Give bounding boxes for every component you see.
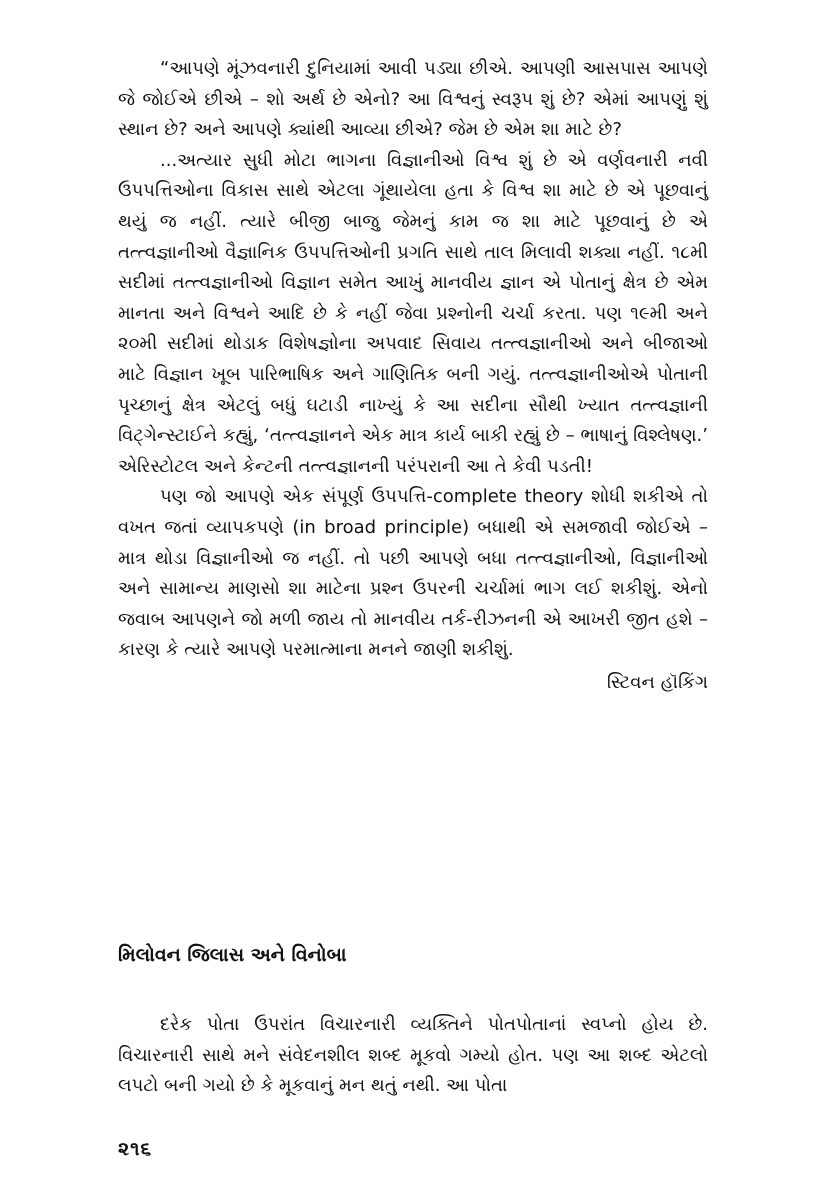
quote-paragraph-3: પણ જો આપણે એક સંપૂર્ણ ઉપપત્તિ-complete theory શોધી શકીએ તો વખત જતાં વ્યાપકપણે (in broad principle) બધાથી એ સમજાવી જોઈએ – માત્ર થોડા વિજ્ઞાનીઓ જ નહીં. તો પછી આપણે બધા તત્ત્વજ્ઞાનીઓ, વિજ્ઞાનીઓ અને સામાન્ય માણસો શા માટેના પ્રશ્ન ઉપરની ચર્ચામાં ભાગ લઈ શકીશું. એનો જવાબ આપણને જો મળી જાય તો માનવીય તર્ક-રીઝનની એ આખરી જીત હશે – કારણ કે ત્યારે આપણે પરમાત્માના મનને જાણી શકીશું. (118, 486, 708, 661)
section-heading: મિલોવન જિલાસ અને વિનોબા (118, 944, 347, 966)
section-paragraph: દરેક પોતા ઉપરાંત વિચારનારી વ્યક્તિને પોતપોતાનાં સ્વપ્નો હોય છે. વિચારનારી સાથે મને સંવેદનશીલ શબ્દ મૂકવો ગમ્યો હોત. પણ આ શબ્દ એટલો લપટો બની ગયો છે કે મૂકવાનું મન થતું નથી. આ પોતા (118, 1014, 708, 1097)
section-body (118, 1010, 708, 1102)
quote-paragraph-2: ...અત્યાર સુધી મોટા ભાગના વિજ્ઞાનીઓ વિશ્વ શું છે એ વર્ણવનારી નવી ઉપપત્તિઓના વિકાસ સાથે એટલા ગૂંથાયેલા હતા કે વિશ્વ શા માટે છે એ પૂછવાનું થયું જ નહીં. ત્યારે બીજી બાજુ જેમનું કામ જ શા માટે પૂછવાનું છે એ તત્ત્વજ્ઞાનીઓ વૈજ્ઞાનિક ઉપપત્તિઓની પ્રગતિ સાથે તાલ મિલાવી શક્યા નહીં. ૧૮મી સદીમાં તત્ત્વજ્ઞાનીઓ વિજ્ઞાન સમેત આખું માનવીય જ્ઞાન એ પોતાનું ક્ષેત્ર છે એમ માનતા અને વિશ્વને આદિ છે કે નહીં જેવા પ્રશ્નોની ચર્ચા કરતા. પણ ૧૯મી અને ૨૦મી સદીમાં થોડાક વિશેષજ્ઞોના અપવાદ સિવાય તત્ત્વજ્ઞાનીઓ અને બીજાઓ માટે વિજ્ઞાન ખૂબ પારિભાષિક અને ગાણિતિક બની ગયું. તત્ત્વજ્ઞાનીઓએ પોતાની પૃચ્છાનું ક્ષેત્ર એટલું બધું ઘટાડી નાખ્યું કે આ સદીના સૌથી ખ્યાત તત્ત્વજ્ઞાની વિટ્ગેન્સ્ટાઈને કહ્યું, ‘તત્ત્વજ્ઞાનને એક માત્ર કાર્ય બાકી રહ્યું છે – ભાષાનું વિશ્લેષણ.’ એરિસ્ટોટલ અને કેન્ટની તત્ત્વજ્ઞાનની પરંપરાની આ તે કેવી પડતી! (118, 149, 708, 477)
quote-attribution: સ્ટિવન હૉકિંગ (606, 671, 708, 693)
quote-paragraph-1: “આપણે મૂંઝવનારી દુનિયામાં આવી પડ્યા છીએ. આપણી આસપાસ આપણે જે જોઈએ છીએ – શો અર્થ છે એનો? આ વિશ્વનું સ્વરૂપ શું છે? એમાં આપણું શું સ્થાન છે? અને આપણે ક્યાંથી આવ્યા છીએ? જેમ છે એમ શા માટે છે? (118, 58, 708, 141)
quote-block (118, 54, 708, 698)
page-number: ૨૧૬ (118, 1138, 153, 1160)
